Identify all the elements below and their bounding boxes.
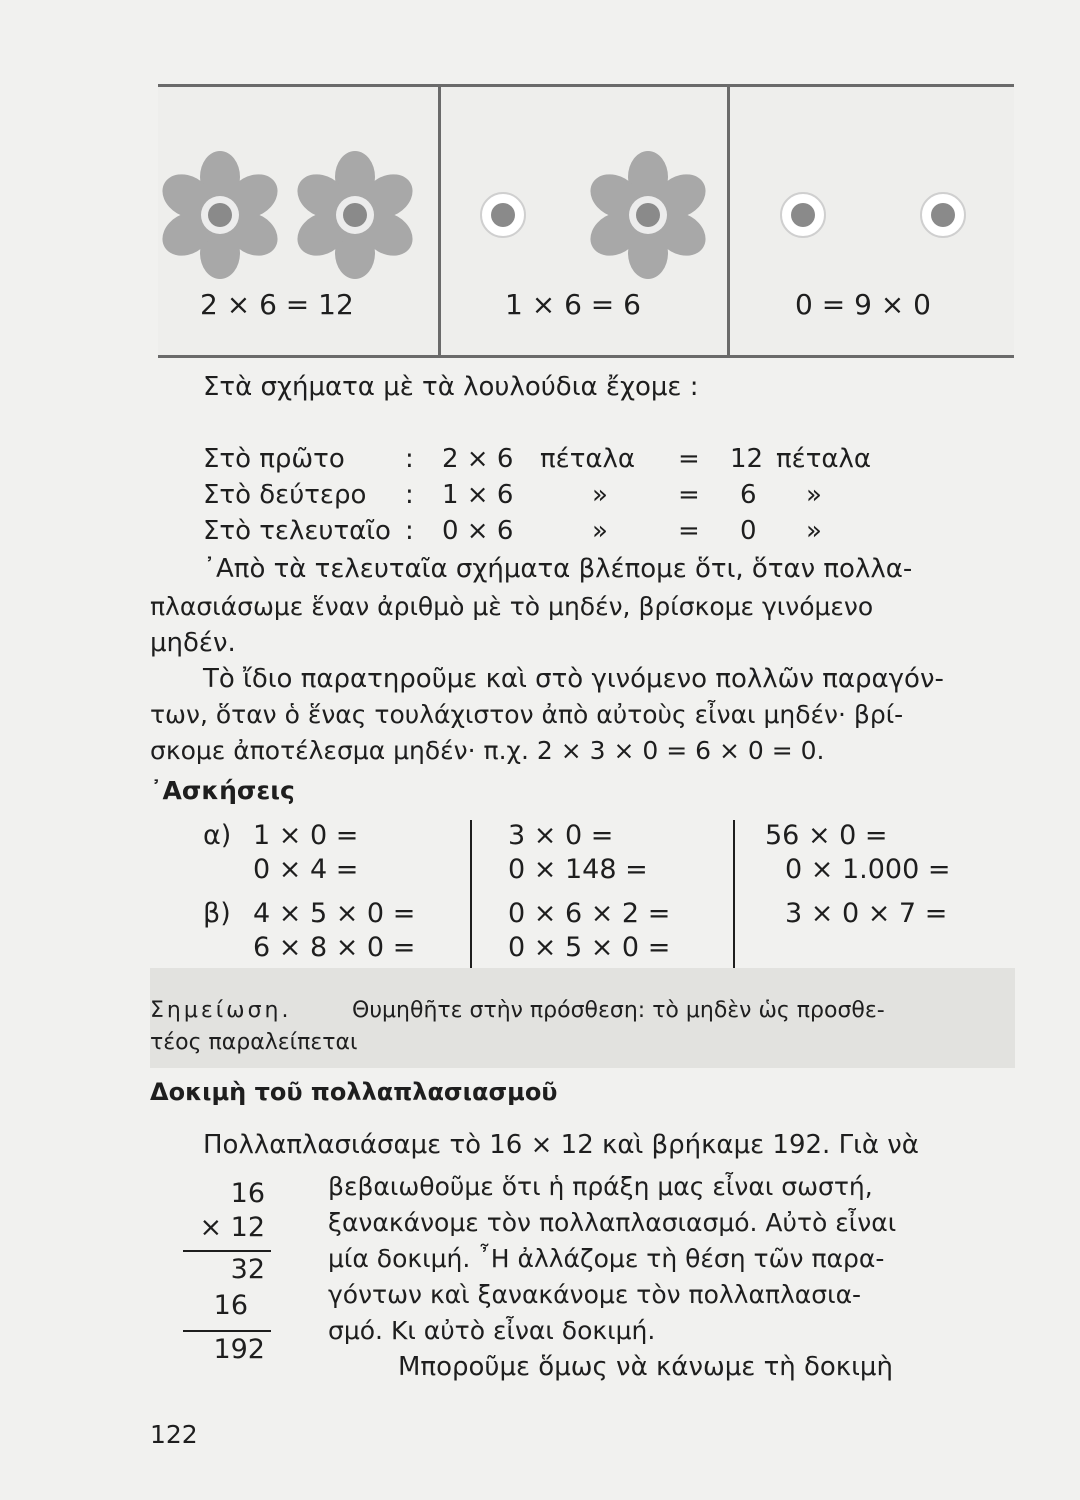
section-line: γόντων καὶ ξανακάνομε τὸν πολλαπλασια- [328,1280,862,1309]
exercise-item: 1 × 0 = [253,820,359,851]
note-line: Θυμηθῆτε στὴν πρόσθεση: τὸ μηδὲν ὡς προσθε- [352,998,885,1023]
note-title: Σημείωση. [150,998,292,1023]
figure-divider [438,87,441,355]
table-result: 0 [740,516,757,546]
paragraph-line: μηδέν. [150,628,236,658]
section-heading: Δοκιμὴ τοῦ πολλαπλασιασμοῦ [150,1078,558,1106]
table-label: Στὸ πρῶτο [203,444,345,474]
table-eq: = [678,444,700,474]
note-line: τέος παραλείπεται [150,1030,358,1055]
table-unit: » [592,516,608,546]
exercise-item: 3 × 0 × 7 = [785,898,948,929]
section-line: Μποροῦμε ὅμως νὰ κάνωμε τὴ δοκιμὴ [398,1352,893,1382]
exercise-group-label: α) [203,820,232,851]
calc-partial: 32 [230,1254,265,1285]
calc-factor: × 12 [199,1212,265,1243]
calc-factor: 16 [230,1178,265,1209]
table-label: Στὸ δεύτερο [203,480,367,510]
exercise-item: 0 × 6 × 2 = [508,898,671,929]
section-line: βεβαιωθοῦμε ὅτι ἡ πράξη μας εἶναι σωστή, [328,1172,873,1201]
exercise-item: 0 × 4 = [253,854,359,885]
exercise-item: 3 × 0 = [508,820,614,851]
table-label: Στὸ τελευταῖο [203,516,391,546]
table-sep: : [405,480,414,510]
intro-text: Στὰ σχήματα μὲ τὰ λουλούδια ἔχομε : [203,372,699,402]
column-divider [733,820,735,968]
page-number: 122 [150,1420,198,1449]
exercise-item: 6 × 8 × 0 = [253,932,416,963]
exercise-item: 0 × 1.000 = [785,854,951,885]
exercise-item: 0 × 5 × 0 = [508,932,671,963]
calc-rule [183,1330,271,1332]
table-expr: 2 × 6 [442,444,514,474]
table-expr: 1 × 6 [442,480,514,510]
table-result-unit: » [806,516,822,546]
flower-with-petals-icon [588,150,708,280]
table-eq: = [678,516,700,546]
figure-divider [727,87,730,355]
table-eq: = [678,480,700,510]
figure-top-rule [158,84,1014,87]
table-sep: : [405,516,414,546]
table-expr: 0 × 6 [442,516,514,546]
exercise-item: 0 × 148 = [508,854,648,885]
table-result-unit: πέταλα [776,444,872,474]
flower-with-petals-icon [295,150,415,280]
calc-rule [183,1250,271,1252]
figure-equation: 1 × 6 = 6 [505,288,641,321]
exercises-heading: ᾿Ασκήσεις [150,776,295,805]
column-divider [470,820,472,968]
exercise-item: 56 × 0 = [765,820,888,851]
table-result: 6 [740,480,757,510]
table-unit: » [592,480,608,510]
paragraph-line: πλασιάσωμε ἕναν ἀριθμὸ μὲ τὸ μηδέν, βρίσκομε γινόμενο [150,592,874,621]
flower-center-icon [778,190,828,240]
exercise-item: 4 × 5 × 0 = [253,898,416,929]
paragraph-line: Τὸ ἴδιο παρατηροῦμε καὶ στὸ γινόμενο πολλῶν παραγόν- [203,664,944,694]
calc-total: 192 [213,1334,265,1365]
paragraph-line: ᾿Απὸ τὰ τελευταῖα σχήματα βλέπομε ὅτι, ὅταν πολλα- [203,554,913,584]
table-unit: πέταλα [540,444,636,474]
section-line: μία δοκιμή. ῏Η ἀλλάζομε τὴ θέση τῶν παρα- [328,1244,885,1273]
paragraph-line: σκομε ἀποτέλεσμα μηδέν· π.χ. 2 × 3 × 0 = 6 × 0 = 0. [150,736,825,765]
figure-equation: 0 = 9 × 0 [795,288,931,321]
figure-bottom-rule [158,355,1014,358]
paragraph-line: των, ὅταν ὁ ἕνας τουλάχιστον ἀπὸ αὐτοὺς εἶναι μηδέν· βρί- [150,700,904,729]
figure-equation: 2 × 6 = 12 [200,288,354,321]
section-line: ξανακάνομε τὸν πολλαπλασιασμό. Αὐτὸ εἶναι [328,1208,897,1237]
flower-with-petals-icon [160,150,280,280]
calc-partial: 16 [213,1290,248,1321]
table-sep: : [405,444,414,474]
flower-center-icon [478,190,528,240]
flower-center-icon [918,190,968,240]
section-line: Πολλαπλασιάσαμε τὸ 16 × 12 καὶ βρήκαμε 192. Γιὰ νὰ [203,1130,919,1160]
exercise-group-label: β) [203,898,231,929]
section-line: σμό. Κι αὐτὸ εἶναι δοκιμή. [328,1316,656,1345]
table-result-unit: » [806,480,822,510]
table-result: 12 [730,444,764,474]
